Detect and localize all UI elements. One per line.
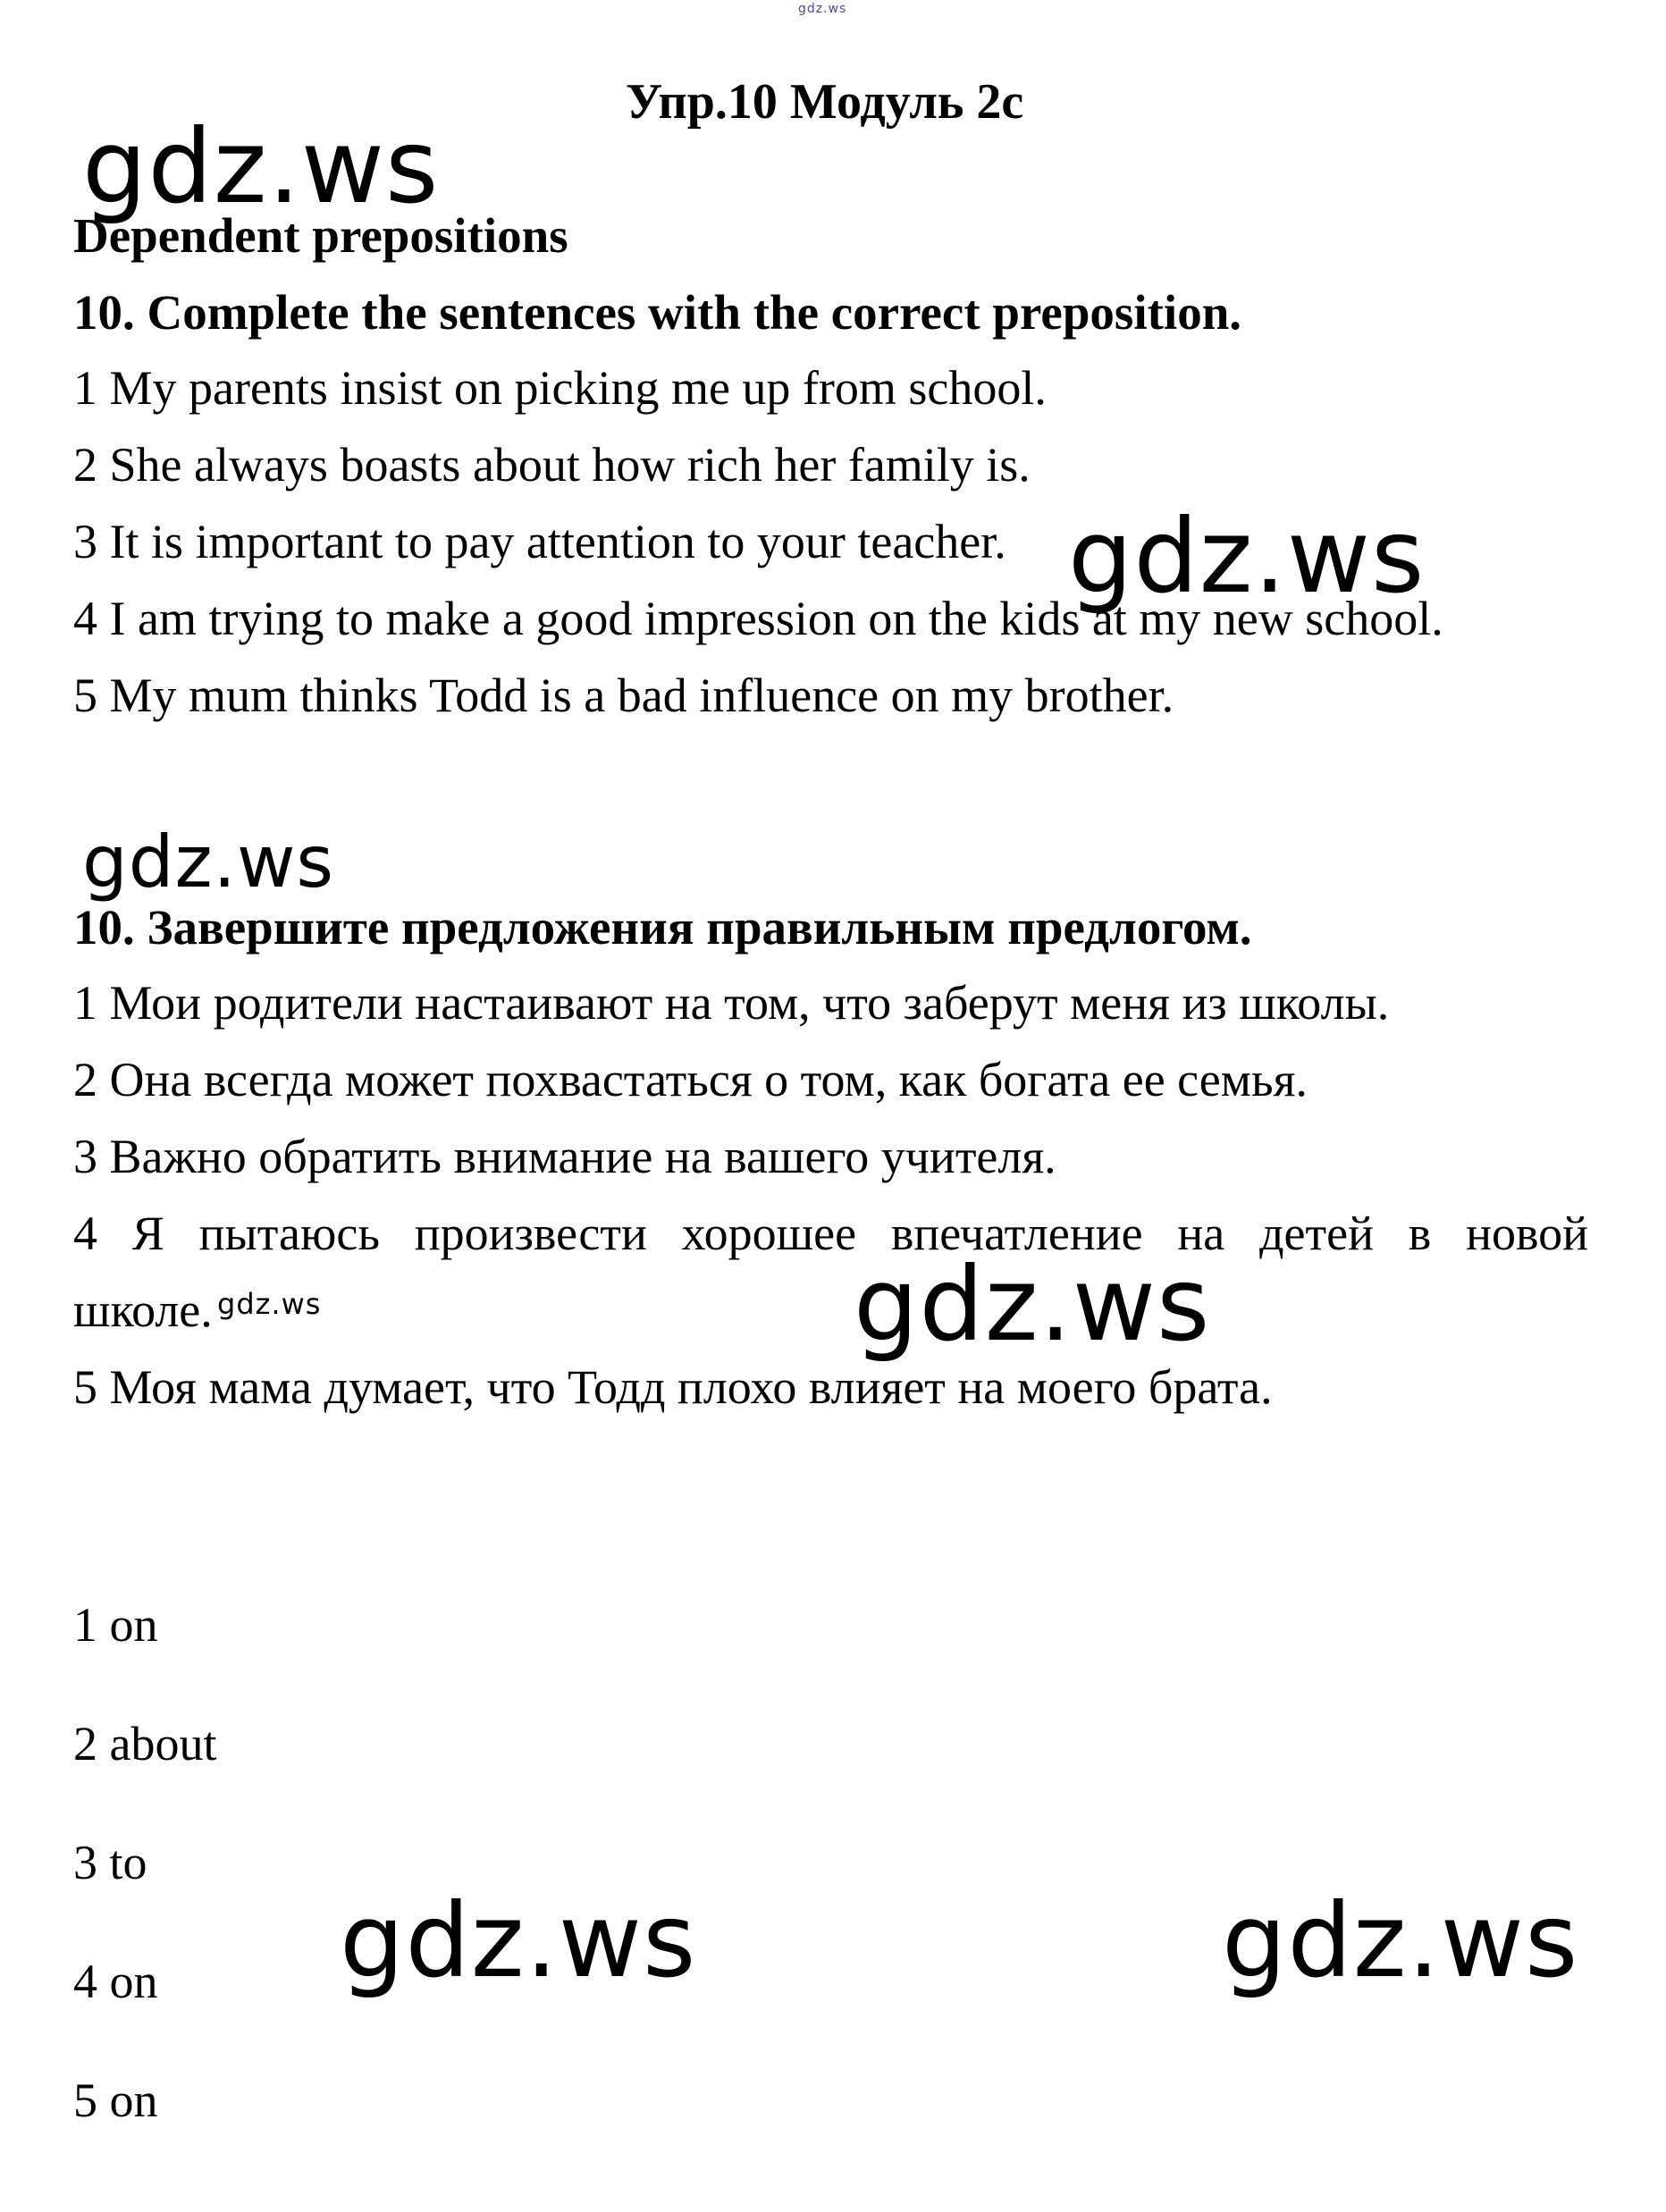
watermark: gdz.ws [82, 107, 440, 226]
top-watermark: gdz.ws [798, 2, 847, 16]
sentence-en: 4 I am trying to make a good impression on the kids at my new school. [73, 592, 1443, 645]
watermark: gdz.ws [82, 820, 335, 904]
section-heading: Dependent prepositions [73, 208, 568, 263]
sentence-en: 3 It is important to pay attention to your teacher. [73, 515, 1006, 568]
answer: 5 on [73, 2073, 158, 2127]
sentence-ru: 2 Она всегда может похвастаться о том, как богата ее семья. [73, 1053, 1308, 1106]
task-instruction-ru: 10. Завершите предложения правильным предлогом. [73, 900, 1252, 955]
sentence-en: 2 She always boasts about how rich her family is. [73, 438, 1031, 492]
watermark: gdz.ws [1068, 497, 1426, 616]
watermark: gdz.ws [854, 1245, 1211, 1364]
sentence-ru: 1 Мои родители настаивают на том, что заберут меня из школы. [73, 976, 1390, 1030]
sentence-en: 1 My parents insist on picking me up from school. [73, 361, 1047, 415]
answer: 2 about [73, 1717, 217, 1770]
answer: 1 on [73, 1598, 158, 1652]
sentence-ru: 4 Я пытаюсь произвести хорошее впечатление на детей в новой [73, 1207, 1588, 1260]
watermark: gdz.ws [217, 1287, 322, 1321]
task-instruction-en: 10. Complete the sentences with the correct preposition. [73, 285, 1242, 340]
answer: 4 on [73, 1955, 158, 2008]
sentence-ru: 3 Важно обратить внимание на вашего учителя. [73, 1130, 1056, 1183]
watermark: gdz.ws [1222, 1881, 1579, 2000]
sentence-en: 5 My mum thinks Todd is a bad influence on my brother. [73, 669, 1174, 722]
answer: 3 to [73, 1836, 147, 1889]
sentence-ru-continuation: школе. [73, 1283, 213, 1337]
page-title: Упр.10 Модуль 2c [626, 74, 1024, 130]
watermark: gdz.ws [340, 1881, 697, 2000]
sentence-ru: 5 Моя мама думает, что Тодд плохо влияет на моего брата. [73, 1360, 1273, 1414]
